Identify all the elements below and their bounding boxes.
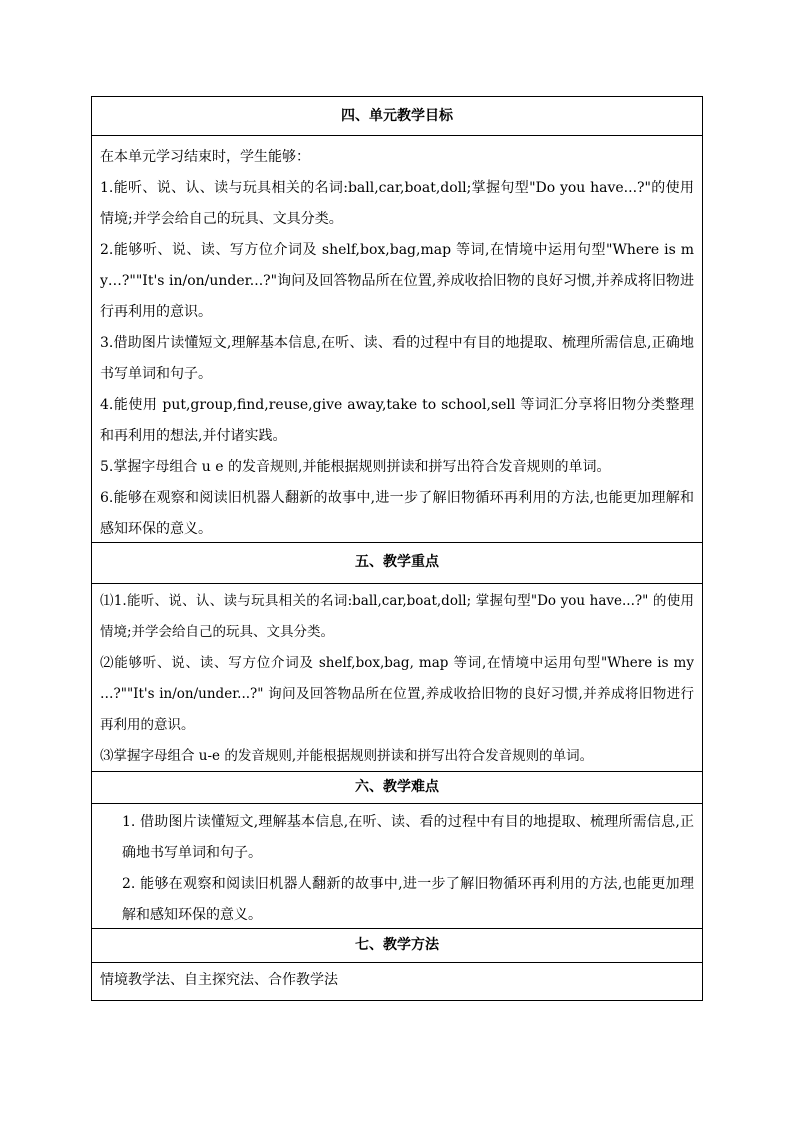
section-heading-methods: 七、教学方法 (92, 928, 702, 962)
goal-item: 4.能使用 put,group,find,reuse,give away,take to school,sell 等词汇分享将旧物分类整理和再利用的想法,并付诸实践。 (100, 397, 694, 444)
section-body-difficulty (92, 803, 702, 928)
focus-item: ⑴1.能听、说、认、读与玩具相关的名词:ball,car,boat,doll; 掌握句型"Do you have...?" 的使用情境;并学会给自己的玩具、文具分类。 (100, 593, 694, 640)
goals-intro: 在本单元学习结束时，学生能够： (100, 149, 310, 165)
goal-item: 6.能够在观察和阅读旧机器人翻新的故事中,进一步了解旧物循环再利用的方法,也能更加理解和感知环保的意义。 (100, 490, 694, 537)
lesson-plan-table (91, 96, 703, 1001)
section-heading-difficulty: 六、教学难点 (92, 771, 702, 803)
section-body-methods (92, 962, 702, 1000)
difficulty-item: 2. 能够在观察和阅读旧机器人翻新的故事中,进一步了解旧物循环再利用的方法,也能更加理解和感知环保的意义。 (122, 876, 694, 923)
section-body-focus (92, 583, 702, 771)
difficulty-item: 1. 借助图片读懂短文,理解基本信息,在听、读、看的过程中有目的地提取、梳理所需信息,正确地书写单词和句子。 (122, 814, 694, 861)
goal-item: 3.借助图片读懂短文,理解基本信息,在听、读、看的过程中有目的地提取、梳理所需信息,正确地书写单词和句子。 (100, 335, 694, 382)
goal-item: 1.能听、说、认、读与玩具相关的名词:ball,car,boat,doll;掌握句型"Do you have...?"的使用情境;并学会给自己的玩具、文具分类。 (100, 180, 694, 227)
goal-item: 5.掌握字母组合 u e 的发音规则,并能根据规则拼读和拼写出符合发音规则的单词。 (100, 459, 611, 475)
focus-item: ⑶掌握字母组合 u-e 的发音规则,并能根据规则拼读和拼写出符合发音规则的单词。 (100, 748, 594, 764)
section-heading-focus: 五、教学重点 (92, 542, 702, 583)
focus-item: ⑵能够听、说、读、写方位介词及 shelf,box,bag, map 等词,在情境中运用句型"Where is my …?""It's in/on/under...?" 询问及回答物品所在位置,养成收拾旧物的良好习惯,并养成将旧物进行再利用的意识。 (100, 655, 694, 733)
section-body-goals (92, 135, 702, 542)
methods-text: 情境教学法、自主探究法、合作教学法 (100, 972, 338, 988)
goal-item: 2.能够听、说、读、写方位介词及 shelf,box,bag,map 等词,在情境中运用句型"Where is my…?""It's in/on/under...?"询问及回答物品所在位置,养成收拾旧物的良好习惯,并养成将旧物进行再利用的意识。 (100, 242, 694, 320)
section-heading-goals: 四、单元教学目标 (341, 108, 453, 124)
